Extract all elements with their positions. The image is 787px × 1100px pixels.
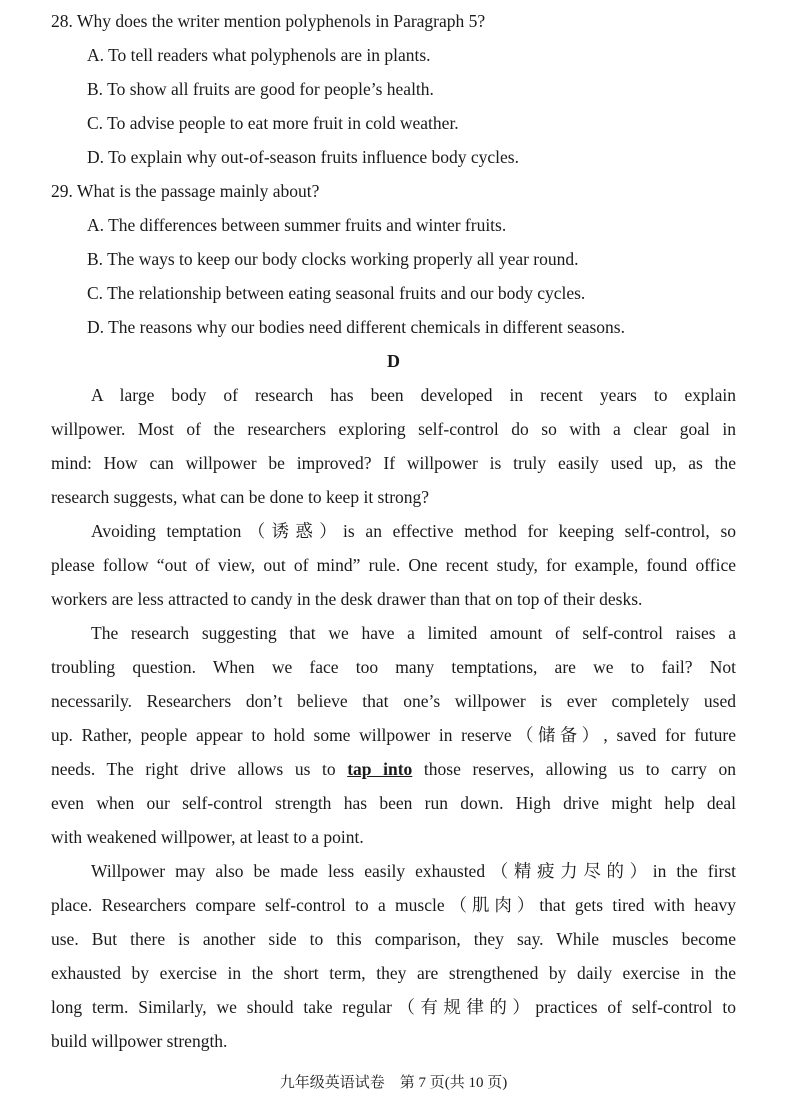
page-footer: 九年级英语试卷 第 7 页(共 10 页) bbox=[279, 1075, 508, 1091]
question-29-option-c: C. The relationship between eating seasonal fruits and our body cycles. bbox=[87, 283, 586, 303]
passage-line: necessarily. Researchers don’t believe that one’s willpower is ever completely used bbox=[51, 691, 736, 711]
passage-line: A large body of research has been developed in recent years to explain bbox=[91, 385, 736, 405]
passage-line: with weakened willpower, at least to a point. bbox=[51, 827, 364, 847]
passage-line: up. Rather, people appear to hold some willpower in reserve（储备）, saved for future bbox=[51, 725, 736, 745]
passage-line: research suggests, what can be done to keep it strong? bbox=[51, 487, 430, 507]
question-28-option-a: A. To tell readers what polyphenols are in plants. bbox=[87, 45, 431, 65]
tap-into-phrase: tap into bbox=[347, 759, 413, 779]
passage-line: The research suggesting that we have a limited amount of self-control raises a bbox=[91, 623, 736, 643]
passage-line-tap-into bbox=[51, 758, 736, 780]
question-28-option-c: C. To advise people to eat more fruit in cold weather. bbox=[87, 113, 459, 133]
passage-line: troubling question. When we face too many temptations, are we to fail? Not bbox=[51, 657, 736, 677]
section-heading: D bbox=[387, 351, 400, 371]
passage-line: Willpower may also be made less easily exhausted（精疲力尽的）in the first bbox=[91, 861, 736, 881]
passage-line: exhausted by exercise in the short term, they are strengthened by daily exercise in the bbox=[51, 963, 736, 983]
question-28-stem: 28. Why does the writer mention polyphenols in Paragraph 5? bbox=[51, 11, 486, 31]
question-29-option-b: B. The ways to keep our body clocks working properly all year round. bbox=[87, 249, 579, 269]
tap-line-after: those reserves, allowing us to carry on bbox=[412, 759, 737, 779]
passage-line: even when our self-control strength has been run down. High drive might help deal bbox=[51, 793, 736, 813]
passage-line: use. But there is another side to this comparison, they say. While muscles become bbox=[51, 929, 736, 949]
question-29-option-a: A. The differences between summer fruits and winter fruits. bbox=[87, 215, 507, 235]
passage-line: mind: How can willpower be improved? If willpower is truly easily used up, as the bbox=[51, 453, 736, 473]
passage-line: workers are less attracted to candy in the desk drawer than that on top of their desks. bbox=[51, 589, 643, 609]
passage-line: build willpower strength. bbox=[51, 1031, 228, 1051]
question-28-option-b: B. To show all fruits are good for people’s health. bbox=[87, 79, 434, 99]
question-29-stem: 29. What is the passage mainly about? bbox=[51, 181, 320, 201]
passage-line: place. Researchers compare self-control to a muscle（肌肉）that gets tired with heavy bbox=[51, 895, 736, 915]
tap-line-before: needs. The right drive allows us to bbox=[51, 759, 348, 779]
question-28-option-d: D. To explain why out-of-season fruits influence body cycles. bbox=[87, 147, 519, 167]
passage-line: please follow “out of view, out of mind” rule. One recent study, for example, found office bbox=[51, 555, 736, 575]
passage-line: Avoiding temptation（诱惑）is an effective method for keeping self-control, so bbox=[91, 521, 736, 541]
question-29-option-d: D. The reasons why our bodies need different chemicals in different seasons. bbox=[87, 317, 625, 337]
passage-line: willpower. Most of the researchers exploring self-control do so with a clear goal in bbox=[51, 419, 736, 439]
passage-line: long term. Similarly, we should take regular（有规律的）practices of self-control to bbox=[51, 997, 736, 1017]
